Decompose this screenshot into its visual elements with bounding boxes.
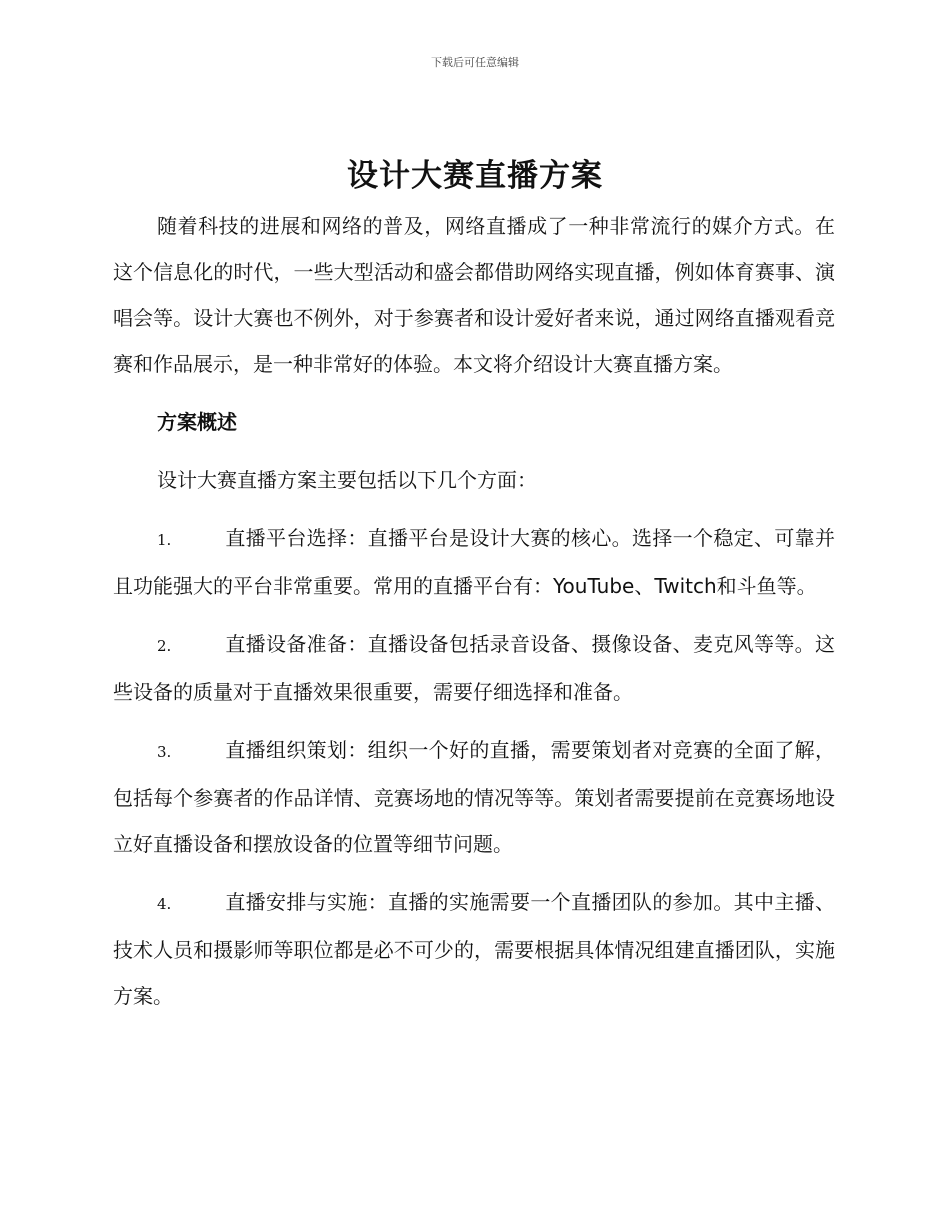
list-item-number: 2.	[157, 637, 172, 655]
list-item-text: 直播设备准备：直播设备包括录音设备、摄像设备、麦克风等等。这些设备的质量对于直播效果很重要，需要仔细选择和准备。	[113, 632, 835, 704]
list-item-text: 直播安排与实施：直播的实施需要一个直播团队的参加。其中主播、技术人员和摄影师等职位都是必不可少的，需要根据具体情况组建直播团队，实施方案。	[113, 890, 835, 1008]
list-item-number: 1.	[157, 531, 172, 549]
list-item	[113, 879, 835, 1019]
document-title: 设计大赛直播方案	[347, 158, 603, 194]
page-header: 下载后可任意编辑	[431, 56, 519, 69]
section-heading: 方案概述	[157, 410, 237, 434]
list-item-text: 直播组织策划：组织一个好的直播，需要策划者对竞赛的全面了解，包括每个参赛者的作品详情、竞赛场地的情况等等。策划者需要提前在竞赛场地设立好直播设备和摆放设备的位置等细节问题。	[113, 738, 835, 856]
list-item-number: 3.	[157, 743, 172, 761]
section-intro: 设计大赛直播方案主要包括以下几个方面：	[157, 468, 537, 492]
list-item	[113, 727, 835, 867]
intro-paragraph: 随着科技的进展和网络的普及，网络直播成了一种非常流行的媒介方式。在这个信息化的时代，一些大型活动和盛会都借助网络实现直播，例如体育赛事、演唱会等。设计大赛也不例外，对于参赛者和设计爱好者来说，通过网络直播观看竞赛和作品展示，是一种非常好的体验。本文将介绍设计大赛直播方案。	[113, 214, 835, 376]
list-item-number: 4.	[157, 895, 172, 913]
list-item	[113, 515, 835, 609]
list-item-text: 直播平台选择：直播平台是设计大赛的核心。选择一个稳定、可靠并且功能强大的平台非常重要。常用的直播平台有：YouTube、Twitch和斗鱼等。	[113, 526, 835, 598]
document-body	[113, 203, 835, 1031]
list-item	[113, 621, 835, 715]
